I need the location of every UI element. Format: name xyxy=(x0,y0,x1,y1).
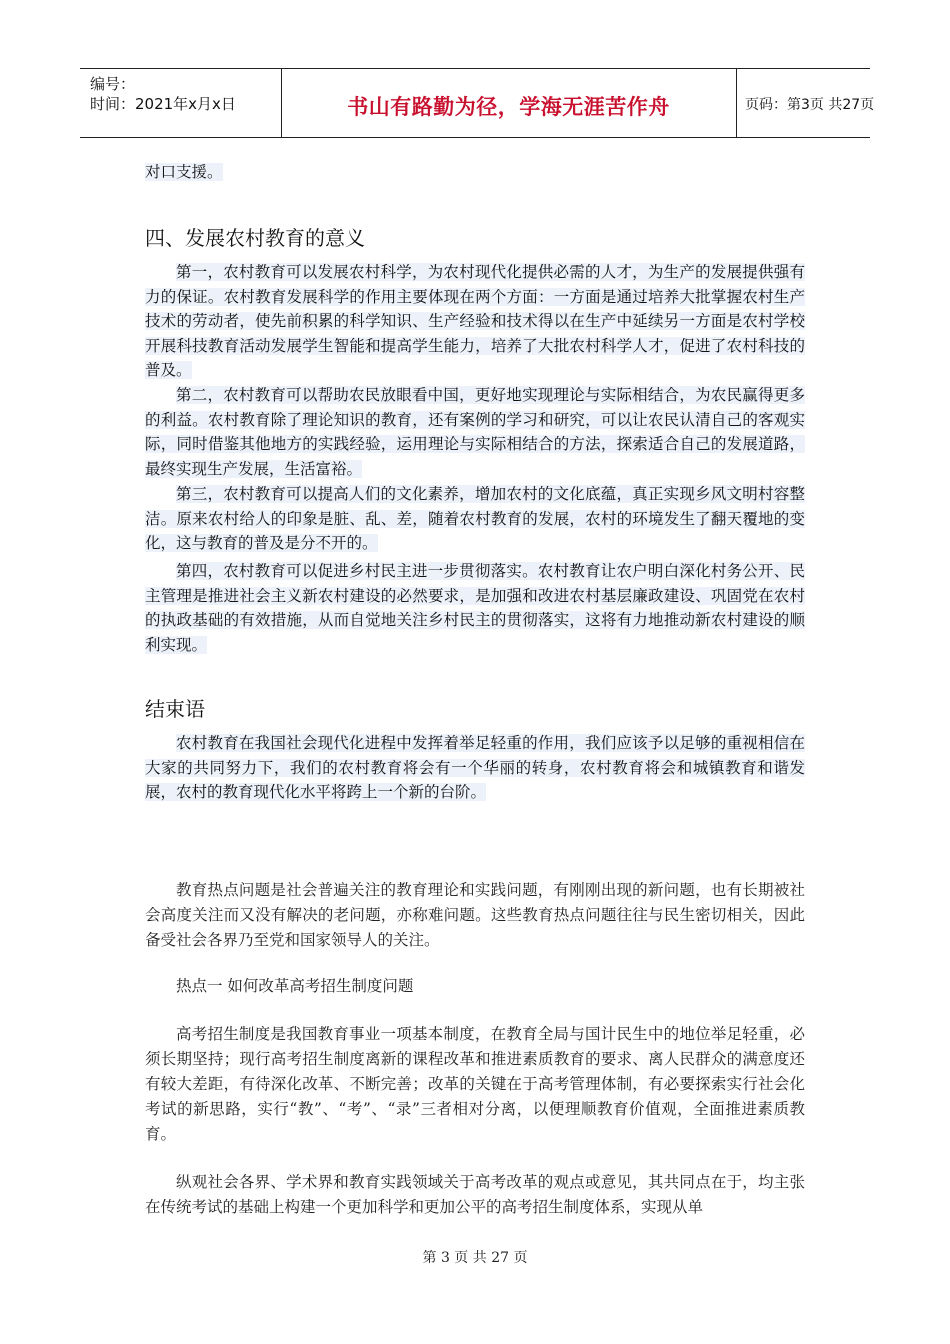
section-title-conclusion: 结束语 xyxy=(145,697,205,721)
header-page-cell xyxy=(737,69,875,137)
continued-paragraph: 对口支援。 xyxy=(145,163,223,181)
hot-topic-1-title: 热点一 如何改革高考招生制度问题 xyxy=(176,977,414,995)
hot-topic-1-paragraph-2: 纵观社会各界、学术界和教育实践领域关于高考改革的观点或意见，其共同点在于，均主张在传统考试的基础上构建一个更加科学和更加公平的高考招生制度体系，实现从单 xyxy=(145,1173,805,1216)
hot-topic-1-paragraph: 高考招生制度是我国教育事业一项基本制度，在教育全局与国计民生中的地位举足轻重，必须长期坚持；现行高考招生制度离新的课程改革和推进素质教育的要求、离人民群众的满意度还有较大差距，有待深化改革、不断完善；改革的关键在于高考管理体制，有必要探索实行社会化考试的新思路，实行“教”、“考”、“录”三者相对分离，以便理顺教育价值观，全面推进素质教育。 xyxy=(145,1025,805,1143)
page-footer: 第 3 页 共 27 页 xyxy=(422,1250,528,1266)
significance-paragraph-1: 第一，农村教育可以发展农村科学，为农村现代化提供必需的人才，为生产的发展提供强有力的保证。农村教育发展科学的作用主要体现在两个方面：一方面是通过培养大批掌握农村生产技术的劳动者，使先前积累的科学知识、生产经验和技术得以在生产中延续另一方面是农村学校开展科技教育活动发展学生智能和提高学生能力，培养了大批农村科学人才，促进了农村科技的普及。 xyxy=(145,263,805,379)
hot-topics-intro-paragraph: 教育热点问题是社会普遍关注的教育理论和实践问题，有刚刚出现的新问题，也有长期被社会高度关注而又没有解决的老问题，亦称难问题。这些教育热点问题往往与民生密切相关，因此备受社会各界乃至党和国家领导人的关注。 xyxy=(145,881,805,949)
header-page-info: 页码：第3页 共27页 xyxy=(745,97,875,113)
header-motto: 书山有路勤为径，学海无涯苦作舟 xyxy=(347,95,670,119)
section-title-significance: 四、发展农村教育的意义 xyxy=(145,226,365,250)
page-header xyxy=(80,68,875,138)
significance-paragraph-4: 第四，农村教育可以促进乡村民主进一步贯彻落实。农村教育让农户明白深化村务公开、民主管理是推进社会主义新农村建设的必然要求，是加强和改进农村基层廉政建设、巩固党在农村的执政基础的有效措施，从而自觉地关注乡村民主的贯彻落实，这将有力地推动新农村建设的顺利实现。 xyxy=(145,562,805,654)
significance-paragraph-2: 第二，农村教育可以帮助农民放眼看中国，更好地实现理论与实际相结合，为农民赢得更多的利益。农村教育除了理论知识的教育，还有案例的学习和研究，可以让农民认清自己的客观实际，同时借鉴其他地方的实践经验，运用理论与实际相结合的方法，探索适合自己的发展道路，最终实现生产发展，生活富裕。 xyxy=(145,386,805,478)
significance-paragraph-3: 第三，农村教育可以提高人们的文化素养，增加农村的文化底蕴，真正实现乡风文明村容整洁。原来农村给人的印象是脏、乱、差，随着农村教育的发展，农村的环境发生了翻天覆地的变化，这与教育的普及是分不开的。 xyxy=(145,485,805,552)
conclusion-paragraph: 农村教育在我国社会现代化进程中发挥着举足轻重的作用，我们应该予以足够的重视相信在大家的共同努力下，我们的农村教育将会有一个华丽的转身，农村教育将会和城镇教育和谐发展，农村的教育现代化水平将跨上一个新的台阶。 xyxy=(145,734,805,801)
document-date-label: 时间：2021年x月x日 xyxy=(90,95,236,113)
header-motto-cell xyxy=(281,69,737,137)
document-number-label: 编号： xyxy=(90,75,136,93)
header-meta-cell xyxy=(80,69,282,137)
